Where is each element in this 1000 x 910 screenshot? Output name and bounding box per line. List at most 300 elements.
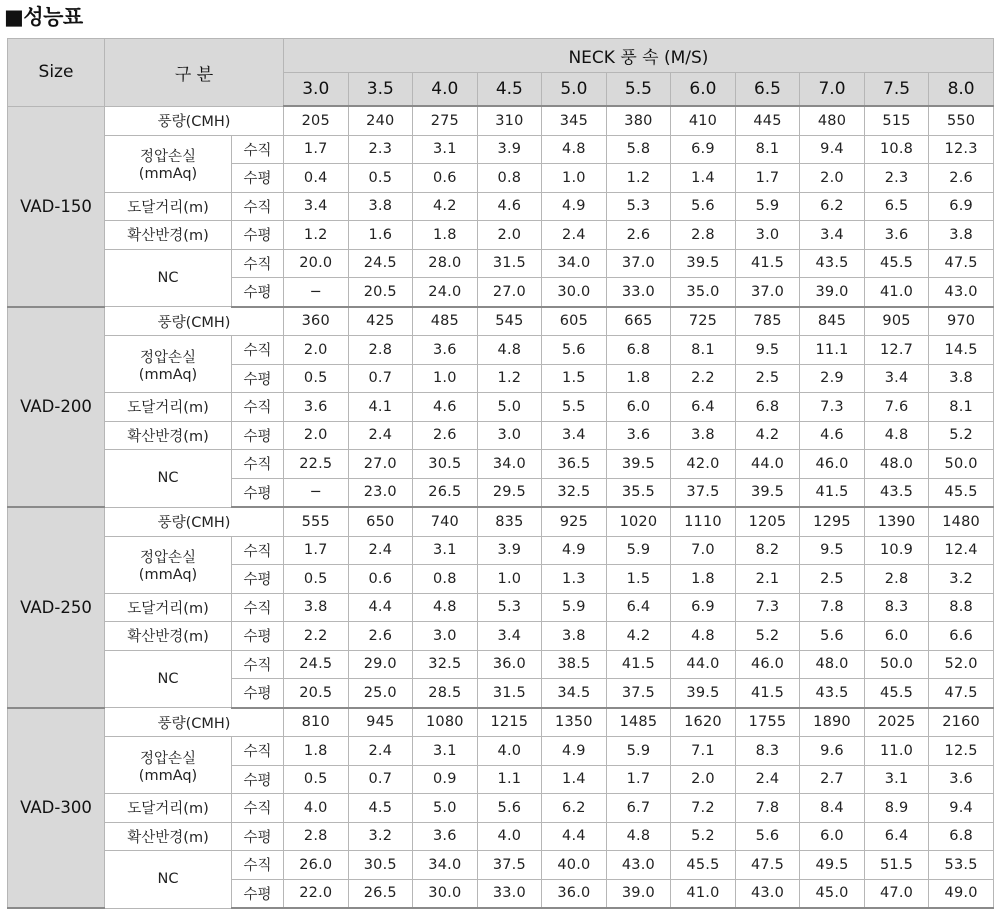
- value-cell: 12.7: [864, 336, 929, 365]
- value-cell: 1205: [735, 507, 800, 536]
- value-cell: 3.1: [864, 765, 929, 794]
- value-cell: 34.5: [542, 679, 607, 708]
- value-cell: 39.5: [606, 450, 671, 479]
- value-cell: 3.4: [864, 364, 929, 393]
- pressure-loss-label: [105, 536, 232, 593]
- value-cell: 39.0: [606, 879, 671, 908]
- value-cell: 3.1: [413, 536, 478, 565]
- value-cell: 345: [542, 106, 607, 135]
- value-cell: 4.2: [413, 192, 478, 221]
- value-cell: 0.9: [413, 765, 478, 794]
- vertical-label: 수직: [232, 249, 284, 278]
- vertical-label: 수직: [232, 536, 284, 565]
- speed-header-cell: 3.0: [284, 73, 349, 107]
- value-cell: 905: [864, 307, 929, 336]
- value-cell: 46.0: [735, 650, 800, 679]
- value-cell: 5.9: [606, 536, 671, 565]
- value-cell: 845: [800, 307, 865, 336]
- value-cell: 22.0: [284, 879, 349, 908]
- value-cell: 0.8: [477, 164, 542, 193]
- value-cell: 23.0: [348, 478, 413, 507]
- airflow-label: 풍량(CMH): [105, 106, 284, 135]
- value-cell: 26.5: [413, 478, 478, 507]
- value-cell: 41.0: [671, 879, 736, 908]
- airflow-label: 풍량(CMH): [105, 307, 284, 336]
- value-cell: 9.6: [800, 737, 865, 766]
- value-cell: 1390: [864, 507, 929, 536]
- value-cell: 30.0: [413, 879, 478, 908]
- value-cell: 410: [671, 106, 736, 135]
- value-cell: 49.5: [800, 851, 865, 880]
- value-cell: 9.4: [800, 135, 865, 164]
- value-cell: 3.0: [735, 221, 800, 250]
- value-cell: 46.0: [800, 450, 865, 479]
- value-cell: 53.5: [929, 851, 994, 880]
- value-cell: 33.0: [606, 278, 671, 307]
- value-cell: 380: [606, 106, 671, 135]
- pressure-loss-vertical-row: [8, 536, 994, 565]
- value-cell: 3.6: [413, 822, 478, 851]
- value-cell: 45.5: [864, 679, 929, 708]
- value-cell: 1890: [800, 708, 865, 737]
- speed-header-cell: 5.0: [542, 73, 607, 107]
- value-cell: 4.1: [348, 393, 413, 422]
- value-cell: 1110: [671, 507, 736, 536]
- value-cell: 2.8: [284, 822, 349, 851]
- value-cell: 7.8: [800, 593, 865, 622]
- value-cell: 7.6: [864, 393, 929, 422]
- value-cell: 2.2: [284, 622, 349, 651]
- value-cell: 925: [542, 507, 607, 536]
- speed-header-cell: 4.5: [477, 73, 542, 107]
- reach-distance-label: 도달거리(m): [105, 192, 232, 221]
- airflow-label: 풍량(CMH): [105, 507, 284, 536]
- value-cell: 2.6: [413, 421, 478, 450]
- value-cell: 6.7: [606, 794, 671, 823]
- value-cell: 24.0: [413, 278, 478, 307]
- value-cell: 1080: [413, 708, 478, 737]
- value-cell: 43.0: [606, 851, 671, 880]
- value-cell: 6.8: [735, 393, 800, 422]
- value-cell: 1.2: [284, 221, 349, 250]
- value-cell: 47.5: [929, 679, 994, 708]
- reach-distance-row: [8, 794, 994, 823]
- value-cell: 2.3: [348, 135, 413, 164]
- value-cell: 2160: [929, 708, 994, 737]
- value-cell: 11.1: [800, 336, 865, 365]
- value-cell: 1.6: [348, 221, 413, 250]
- value-cell: 3.8: [671, 421, 736, 450]
- vertical-label: 수직: [232, 450, 284, 479]
- diffusion-radius-row: [8, 221, 994, 250]
- value-cell: 0.6: [413, 164, 478, 193]
- pressure-loss-vertical-row: [8, 737, 994, 766]
- pressure-loss-label-line1: 정압손실: [139, 550, 197, 566]
- diffusion-radius-row: [8, 622, 994, 651]
- value-cell: 3.8: [929, 221, 994, 250]
- airflow-row: [8, 307, 994, 336]
- value-cell: 0.6: [348, 565, 413, 594]
- horizontal-label: 수평: [232, 622, 284, 651]
- value-cell: 4.8: [864, 421, 929, 450]
- speed-header-cell: 3.5: [348, 73, 413, 107]
- value-cell: 485: [413, 307, 478, 336]
- value-cell: 0.4: [284, 164, 349, 193]
- value-cell: 0.7: [348, 364, 413, 393]
- value-cell: 1.5: [542, 364, 607, 393]
- value-cell: 28.0: [413, 249, 478, 278]
- value-cell: 4.0: [284, 794, 349, 823]
- value-cell: 52.0: [929, 650, 994, 679]
- value-cell: 425: [348, 307, 413, 336]
- value-cell: 41.5: [735, 679, 800, 708]
- value-cell: 1.7: [735, 164, 800, 193]
- value-cell: 3.6: [864, 221, 929, 250]
- value-cell: 3.4: [477, 622, 542, 651]
- value-cell: 45.5: [671, 851, 736, 880]
- value-cell: 26.5: [348, 879, 413, 908]
- vertical-label: 수직: [232, 851, 284, 880]
- value-cell: 45.0: [800, 879, 865, 908]
- value-cell: 4.8: [413, 593, 478, 622]
- value-cell: 6.9: [929, 192, 994, 221]
- speed-header-cell: 7.0: [800, 73, 865, 107]
- value-cell: 47.5: [735, 851, 800, 880]
- value-cell: 37.0: [606, 249, 671, 278]
- diffusion-radius-row: [8, 822, 994, 851]
- value-cell: 2.0: [800, 164, 865, 193]
- value-cell: 1485: [606, 708, 671, 737]
- vertical-label: 수직: [232, 737, 284, 766]
- value-cell: 36.0: [542, 879, 607, 908]
- value-cell: 2.0: [671, 765, 736, 794]
- horizontal-label: 수평: [232, 421, 284, 450]
- value-cell: 8.1: [671, 336, 736, 365]
- value-cell: 6.0: [606, 393, 671, 422]
- value-cell: 2.0: [284, 421, 349, 450]
- value-cell: 4.6: [477, 192, 542, 221]
- value-cell: 6.0: [864, 622, 929, 651]
- value-cell: 275: [413, 106, 478, 135]
- nc-label: NC: [105, 650, 232, 708]
- vertical-label: 수직: [232, 593, 284, 622]
- value-cell: 5.2: [735, 622, 800, 651]
- value-cell: 37.5: [671, 478, 736, 507]
- value-cell: 725: [671, 307, 736, 336]
- value-cell: 650: [348, 507, 413, 536]
- horizontal-label: 수평: [232, 364, 284, 393]
- size-cell: VAD-250: [8, 507, 105, 708]
- value-cell: 2.6: [929, 164, 994, 193]
- pressure-loss-label-line1: 정압손실: [139, 750, 197, 767]
- pressure-loss-label: [105, 336, 232, 393]
- value-cell: 5.3: [477, 593, 542, 622]
- value-cell: 41.0: [864, 278, 929, 307]
- value-cell: 34.0: [542, 249, 607, 278]
- value-cell: 2.8: [348, 336, 413, 365]
- value-cell: 605: [542, 307, 607, 336]
- size-header: Size: [8, 39, 105, 107]
- value-cell: 7.3: [735, 593, 800, 622]
- pressure-loss-label-line2: (mmAq): [138, 767, 198, 784]
- size-cell: VAD-150: [8, 106, 105, 307]
- value-cell: 9.5: [800, 536, 865, 565]
- value-cell: 43.0: [929, 278, 994, 307]
- value-cell: 8.4: [800, 794, 865, 823]
- horizontal-label: 수평: [232, 565, 284, 594]
- value-cell: 6.5: [864, 192, 929, 221]
- horizontal-label: 수평: [232, 478, 284, 507]
- value-cell: 0.8: [413, 565, 478, 594]
- value-cell: 10.9: [864, 536, 929, 565]
- value-cell: 8.9: [864, 794, 929, 823]
- nc-vertical-row: [8, 249, 994, 278]
- value-cell: 27.0: [348, 450, 413, 479]
- pressure-loss-label: [105, 737, 232, 794]
- value-cell: 27.0: [477, 278, 542, 307]
- value-cell: 3.6: [929, 765, 994, 794]
- reach-distance-label: 도달거리(m): [105, 794, 232, 823]
- value-cell: 1.8: [413, 221, 478, 250]
- speed-header-cell: 5.5: [606, 73, 671, 107]
- value-cell: 50.0: [864, 650, 929, 679]
- value-cell: 2.5: [800, 565, 865, 594]
- value-cell: 4.4: [542, 822, 607, 851]
- neck-velocity-header: NECK 풍 속 (M/S): [284, 39, 994, 73]
- value-cell: 1.5: [606, 565, 671, 594]
- value-cell: 2.7: [800, 765, 865, 794]
- vertical-label: 수직: [232, 135, 284, 164]
- value-cell: 360: [284, 307, 349, 336]
- horizontal-label: 수평: [232, 278, 284, 307]
- value-cell: 480: [800, 106, 865, 135]
- value-cell: 1295: [800, 507, 865, 536]
- value-cell: 5.6: [671, 192, 736, 221]
- value-cell: 1.4: [671, 164, 736, 193]
- value-cell: 8.1: [735, 135, 800, 164]
- value-cell: 41.5: [606, 650, 671, 679]
- vertical-label: 수직: [232, 336, 284, 365]
- value-cell: 5.2: [929, 421, 994, 450]
- value-cell: 32.5: [542, 478, 607, 507]
- value-cell: 42.0: [671, 450, 736, 479]
- diffusion-radius-label: 확산반경(m): [105, 822, 232, 851]
- nc-vertical-row: [8, 450, 994, 479]
- size-cell: VAD-200: [8, 307, 105, 508]
- value-cell: 8.3: [735, 737, 800, 766]
- value-cell: 1020: [606, 507, 671, 536]
- value-cell: 970: [929, 307, 994, 336]
- size-cell: VAD-300: [8, 708, 105, 909]
- value-cell: 1.7: [284, 135, 349, 164]
- value-cell: 2.4: [348, 737, 413, 766]
- value-cell: 6.2: [800, 192, 865, 221]
- value-cell: 35.5: [606, 478, 671, 507]
- value-cell: 5.3: [606, 192, 671, 221]
- value-cell: 1.1: [477, 765, 542, 794]
- value-cell: 3.0: [413, 622, 478, 651]
- reach-distance-row: [8, 192, 994, 221]
- value-cell: 4.9: [542, 737, 607, 766]
- value-cell: 47.5: [929, 249, 994, 278]
- value-cell: 20.5: [348, 278, 413, 307]
- value-cell: 6.8: [929, 822, 994, 851]
- value-cell: 1215: [477, 708, 542, 737]
- nc-label: NC: [105, 450, 232, 508]
- value-cell: 44.0: [671, 650, 736, 679]
- pressure-loss-label-line1: 정압손실: [139, 349, 197, 366]
- value-cell: 1.3: [542, 565, 607, 594]
- speed-header-cell: 6.5: [735, 73, 800, 107]
- value-cell: 36.0: [477, 650, 542, 679]
- nc-vertical-row: [8, 851, 994, 880]
- value-cell: 3.2: [929, 565, 994, 594]
- value-cell: 5.0: [477, 393, 542, 422]
- value-cell: 8.1: [929, 393, 994, 422]
- value-cell: 40.0: [542, 851, 607, 880]
- value-cell: 0.5: [284, 765, 349, 794]
- performance-table: [7, 38, 994, 909]
- value-cell: 4.0: [477, 822, 542, 851]
- value-cell: 1.0: [477, 565, 542, 594]
- value-cell: 240: [348, 106, 413, 135]
- value-cell: 1.0: [413, 364, 478, 393]
- value-cell: 6.8: [606, 336, 671, 365]
- value-cell: 7.1: [671, 737, 736, 766]
- value-cell: 3.2: [348, 822, 413, 851]
- value-cell: 1.7: [606, 765, 671, 794]
- value-cell: 835: [477, 507, 542, 536]
- value-cell: 2.4: [348, 536, 413, 565]
- page-title: ■성능표: [4, 5, 83, 29]
- value-cell: 39.5: [735, 478, 800, 507]
- value-cell: 22.5: [284, 450, 349, 479]
- value-cell: 32.5: [413, 650, 478, 679]
- value-cell: 1755: [735, 708, 800, 737]
- horizontal-label: 수평: [232, 679, 284, 708]
- value-cell: 4.9: [542, 192, 607, 221]
- value-cell: 6.6: [929, 622, 994, 651]
- value-cell: 1350: [542, 708, 607, 737]
- value-cell: 5.0: [413, 794, 478, 823]
- value-cell: 1.2: [606, 164, 671, 193]
- value-cell: 8.3: [864, 593, 929, 622]
- diffusion-radius-row: [8, 421, 994, 450]
- value-cell: 6.4: [606, 593, 671, 622]
- value-cell: 24.5: [284, 650, 349, 679]
- value-cell: 30.5: [348, 851, 413, 880]
- speed-header-cell: 4.0: [413, 73, 478, 107]
- value-cell: 24.5: [348, 249, 413, 278]
- value-cell: 36.5: [542, 450, 607, 479]
- value-cell: 25.0: [348, 679, 413, 708]
- value-cell: 5.6: [542, 336, 607, 365]
- value-cell: 5.9: [542, 593, 607, 622]
- value-cell: 12.3: [929, 135, 994, 164]
- value-cell: 3.8: [284, 593, 349, 622]
- pressure-loss-vertical-row: [8, 336, 994, 365]
- value-cell: 2.4: [542, 221, 607, 250]
- vertical-label: 수직: [232, 650, 284, 679]
- value-cell: 2.0: [477, 221, 542, 250]
- value-cell: 2.6: [348, 622, 413, 651]
- value-cell: 12.5: [929, 737, 994, 766]
- value-cell: 4.8: [542, 135, 607, 164]
- value-cell: 12.4: [929, 536, 994, 565]
- value-cell: 37.5: [477, 851, 542, 880]
- value-cell: 5.2: [671, 822, 736, 851]
- horizontal-label: 수평: [232, 879, 284, 908]
- value-cell: 4.8: [606, 822, 671, 851]
- value-cell: 31.5: [477, 679, 542, 708]
- value-cell: 39.5: [671, 679, 736, 708]
- value-cell: 50.0: [929, 450, 994, 479]
- speed-header-cell: 8.0: [929, 73, 994, 107]
- value-cell: 7.8: [735, 794, 800, 823]
- value-cell: 35.0: [671, 278, 736, 307]
- value-cell: 1.8: [606, 364, 671, 393]
- value-cell: 665: [606, 307, 671, 336]
- value-cell: 6.0: [800, 822, 865, 851]
- value-cell: 3.6: [284, 393, 349, 422]
- airflow-row: [8, 507, 994, 536]
- value-cell: 6.4: [671, 393, 736, 422]
- value-cell: 6.2: [542, 794, 607, 823]
- diffusion-radius-label: 확산반경(m): [105, 622, 232, 651]
- value-cell: 3.8: [929, 364, 994, 393]
- value-cell: 41.5: [800, 478, 865, 507]
- value-cell: 9.4: [929, 794, 994, 823]
- value-cell: 34.0: [477, 450, 542, 479]
- value-cell: 2.8: [864, 565, 929, 594]
- value-cell: 8.8: [929, 593, 994, 622]
- reach-distance-row: [8, 393, 994, 422]
- value-cell: 205: [284, 106, 349, 135]
- value-cell: 31.5: [477, 249, 542, 278]
- category-header: 구 분: [105, 39, 284, 107]
- value-cell: 43.0: [735, 879, 800, 908]
- vertical-label: 수직: [232, 192, 284, 221]
- value-cell: 30.0: [542, 278, 607, 307]
- pressure-loss-label-line1: 정압손실: [139, 149, 197, 165]
- value-cell: 44.0: [735, 450, 800, 479]
- value-cell: 47.0: [864, 879, 929, 908]
- value-cell: 9.5: [735, 336, 800, 365]
- value-cell: 2025: [864, 708, 929, 737]
- value-cell: 1.7: [284, 536, 349, 565]
- pressure-loss-label-line2: (mmAq): [138, 567, 198, 583]
- vertical-label: 수직: [232, 393, 284, 422]
- value-cell: 29.5: [477, 478, 542, 507]
- value-cell: 1.8: [671, 565, 736, 594]
- table-body: [8, 106, 994, 908]
- value-cell: 3.4: [542, 421, 607, 450]
- pressure-loss-vertical-row: [8, 135, 994, 164]
- speed-header-cell: 7.5: [864, 73, 929, 107]
- value-cell: 6.9: [671, 135, 736, 164]
- value-cell: 8.2: [735, 536, 800, 565]
- value-cell: 3.4: [800, 221, 865, 250]
- value-cell: 30.5: [413, 450, 478, 479]
- value-cell: 3.8: [348, 192, 413, 221]
- airflow-row: [8, 708, 994, 737]
- value-cell: 1.0: [542, 164, 607, 193]
- value-cell: 4.2: [606, 622, 671, 651]
- value-cell: 445: [735, 106, 800, 135]
- value-cell: 1480: [929, 507, 994, 536]
- value-cell: 4.6: [413, 393, 478, 422]
- value-cell: 5.9: [735, 192, 800, 221]
